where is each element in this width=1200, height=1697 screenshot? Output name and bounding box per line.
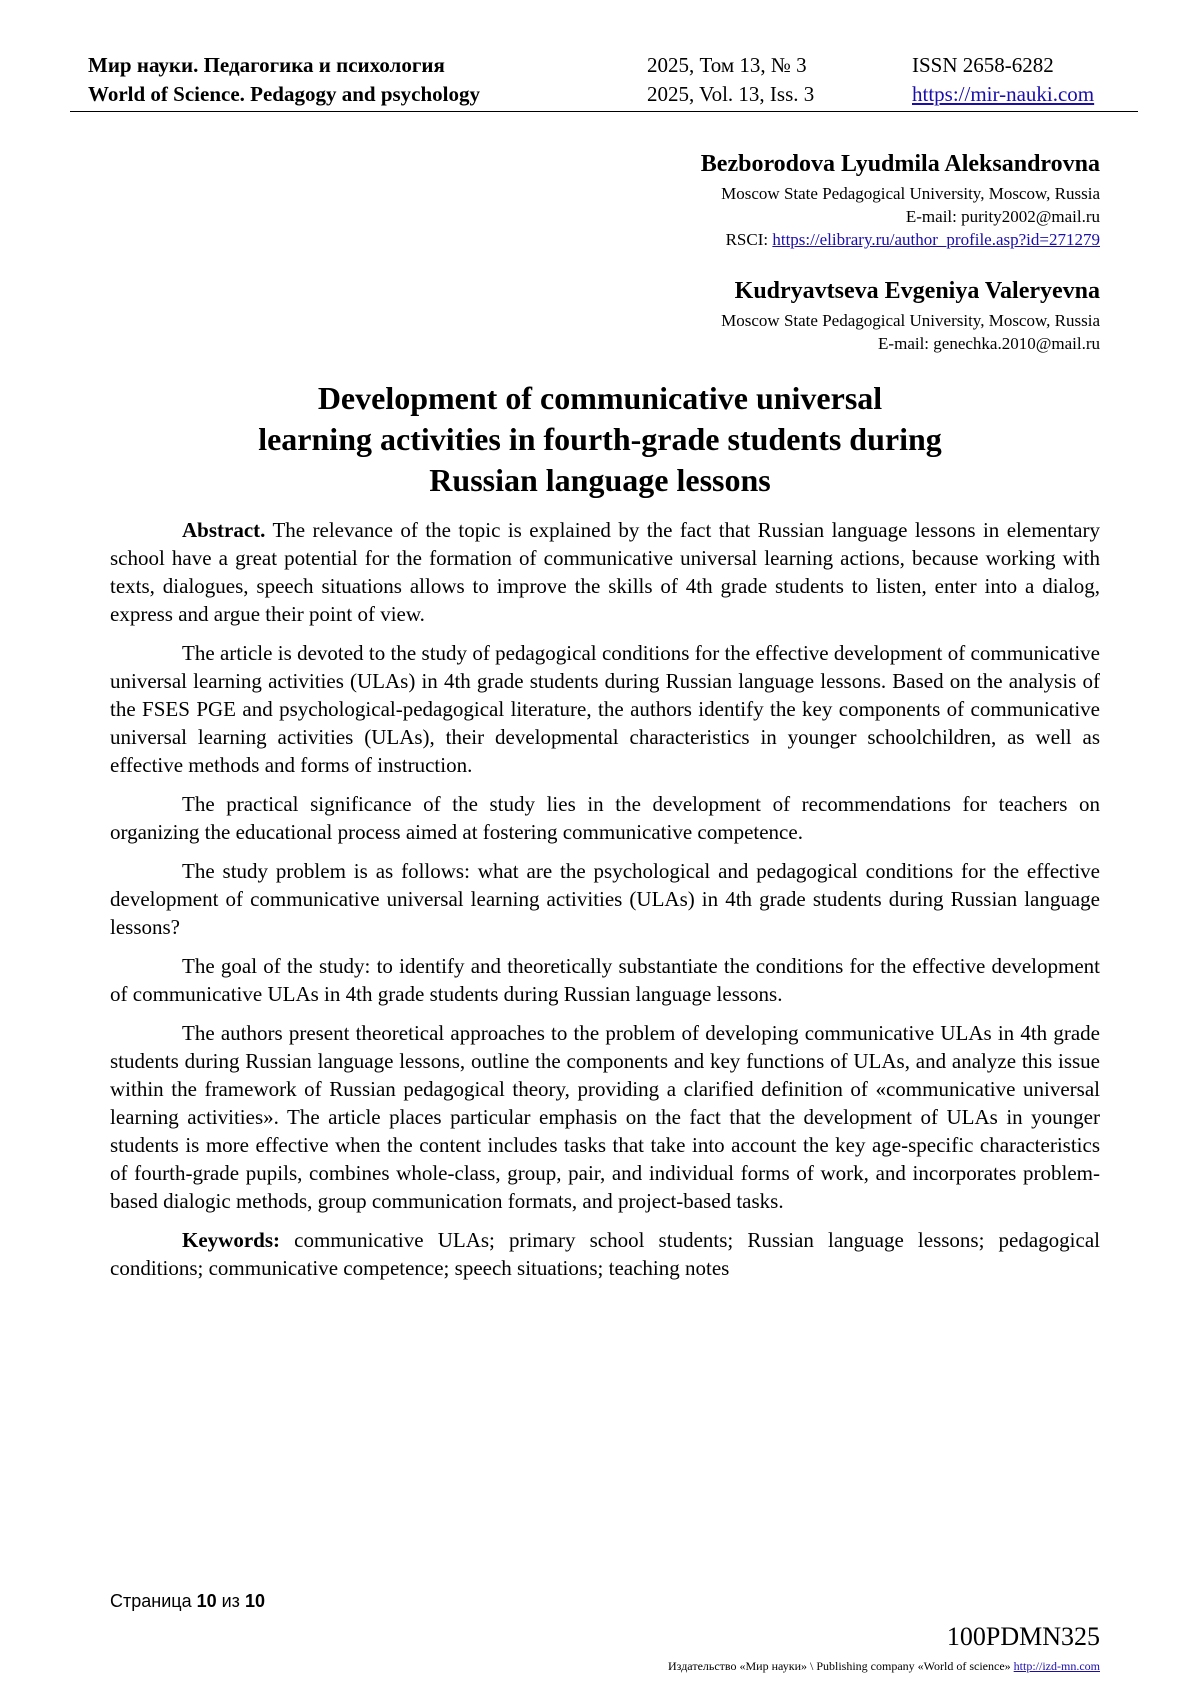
author-1-name: Bezborodova Lyudmila Aleksandrovna xyxy=(700,151,1100,177)
page-counter: Страница 10 из 10 xyxy=(110,1591,265,1611)
article-title xyxy=(100,378,1100,501)
header-divider xyxy=(70,111,1138,112)
journal-title-ru: Мир науки. Педагогика и психология xyxy=(88,53,445,77)
issue-info-block xyxy=(647,51,814,109)
article-title-line-3: Russian language lessons xyxy=(429,462,771,498)
author-1-rsci-link[interactable]: https://elibrary.ru/author_profile.asp?id=271279 xyxy=(772,230,1100,249)
publisher-line: Издательство «Мир науки» \ Publishing company «World of science» http://izd-mn.com xyxy=(668,1659,1100,1673)
author-1-rsci xyxy=(701,228,1100,251)
journal-site-link[interactable]: https://mir-nauki.com xyxy=(912,82,1095,106)
total-pages: 10 xyxy=(244,1591,265,1611)
author-2-affiliation: Moscow State Pedagogical University, Moscow, Russia xyxy=(721,311,1100,330)
journal-title-block xyxy=(88,51,480,109)
issue-info-en: 2025, Vol. 13, Iss. 3 xyxy=(647,82,815,106)
abstract-paragraph: The practical significance of the study lies in the development of recommendations for teachers on organizing the educational process aimed at fostering communicative competence. xyxy=(110,792,1100,844)
abstract-paragraph: The goal of the study: to identify and theoretically substantiate the conditions for the effective development of communicative ULAs in 4th grade students during Russian language lessons. xyxy=(110,954,1100,1006)
article-title-line-2: learning activities in fourth-grade students during xyxy=(258,421,942,457)
issue-info-ru: 2025, Том 13, № 3 xyxy=(647,53,807,77)
abstract-label: Abstract. xyxy=(182,518,266,542)
author-2-email: E-mail: genechka.2010@mail.ru xyxy=(878,334,1100,353)
author-2-block xyxy=(721,275,1100,355)
keywords-label: Keywords: xyxy=(182,1228,280,1252)
author-1-block xyxy=(701,148,1100,251)
abstract-paragraph: The study problem is as follows: what are the psychological and pedagogical conditions for the effective development of communicative universal learning activities (ULAs) in 4th grade students during Russian language lessons? xyxy=(110,859,1100,939)
issn-block xyxy=(912,51,1094,109)
author-1-email: E-mail: purity2002@mail.ru xyxy=(905,207,1100,226)
author-2-name: Kudryavtseva Evgeniya Valeryevna xyxy=(734,278,1100,304)
author-1-affiliation: Moscow State Pedagogical University, Moscow, Russia xyxy=(721,184,1100,203)
abstract-paragraph: The article is devoted to the study of pedagogical conditions for the effective development of communicative universal learning activities (ULAs) in 4th grade students during Russian language lessons. Based on the analysis of the FSES PGE and psychological-pedagogical literature, the authors identify the key components of communicative universal learning activities (ULAs), their developmental characteristics in younger schoolchildren, as well as effective methods and forms of instruction. xyxy=(110,641,1100,777)
abstract-paragraph: Abstract. The relevance of the topic is explained by the fact that Russian language lessons in elementary school have a great potential for the formation of communicative universal learning actions, because working with texts, dialogues, speech situations allows to improve the skills of 4th grade students to listen, enter into a dialog, express and argue their point of view. xyxy=(110,518,1100,626)
article-title-line-1: Development of communicative universal xyxy=(317,380,883,416)
issn: ISSN 2658-6282 xyxy=(912,53,1054,77)
publisher-link[interactable]: http://izd-mn.com xyxy=(1013,1659,1100,1673)
article-code: 100PDMN325 xyxy=(946,1622,1100,1651)
journal-title-en: World of Science. Pedagogy and psychology xyxy=(88,82,481,106)
current-page: 10 xyxy=(196,1591,217,1611)
abstract-section xyxy=(110,516,1100,1293)
rsci-label: RSCI: xyxy=(725,230,773,249)
keywords-paragraph xyxy=(110,1226,1100,1282)
keywords-list: communicative ULAs; primary school students; Russian language lessons; pedagogical conditions; communicative competence; speech situations; teaching notes xyxy=(110,1228,1100,1280)
abstract-paragraph: The authors present theoretical approaches to the problem of developing communicative ULAs in 4th grade students during Russian language lessons, outline the components and key functions of ULAs, and analyze this issue within the framework of Russian pedagogical theory, providing a clarified definition of «communicative universal learning activities». The article places particular emphasis on the fact that the development of ULAs in younger students is more effective when the content includes tasks that take into account the key age-specific characteristics of fourth-grade pupils, combines whole-class, group, pair, and individual forms of work, and incorporates problem-based dialogic methods, group communication formats, and project-based tasks. xyxy=(110,1021,1100,1213)
